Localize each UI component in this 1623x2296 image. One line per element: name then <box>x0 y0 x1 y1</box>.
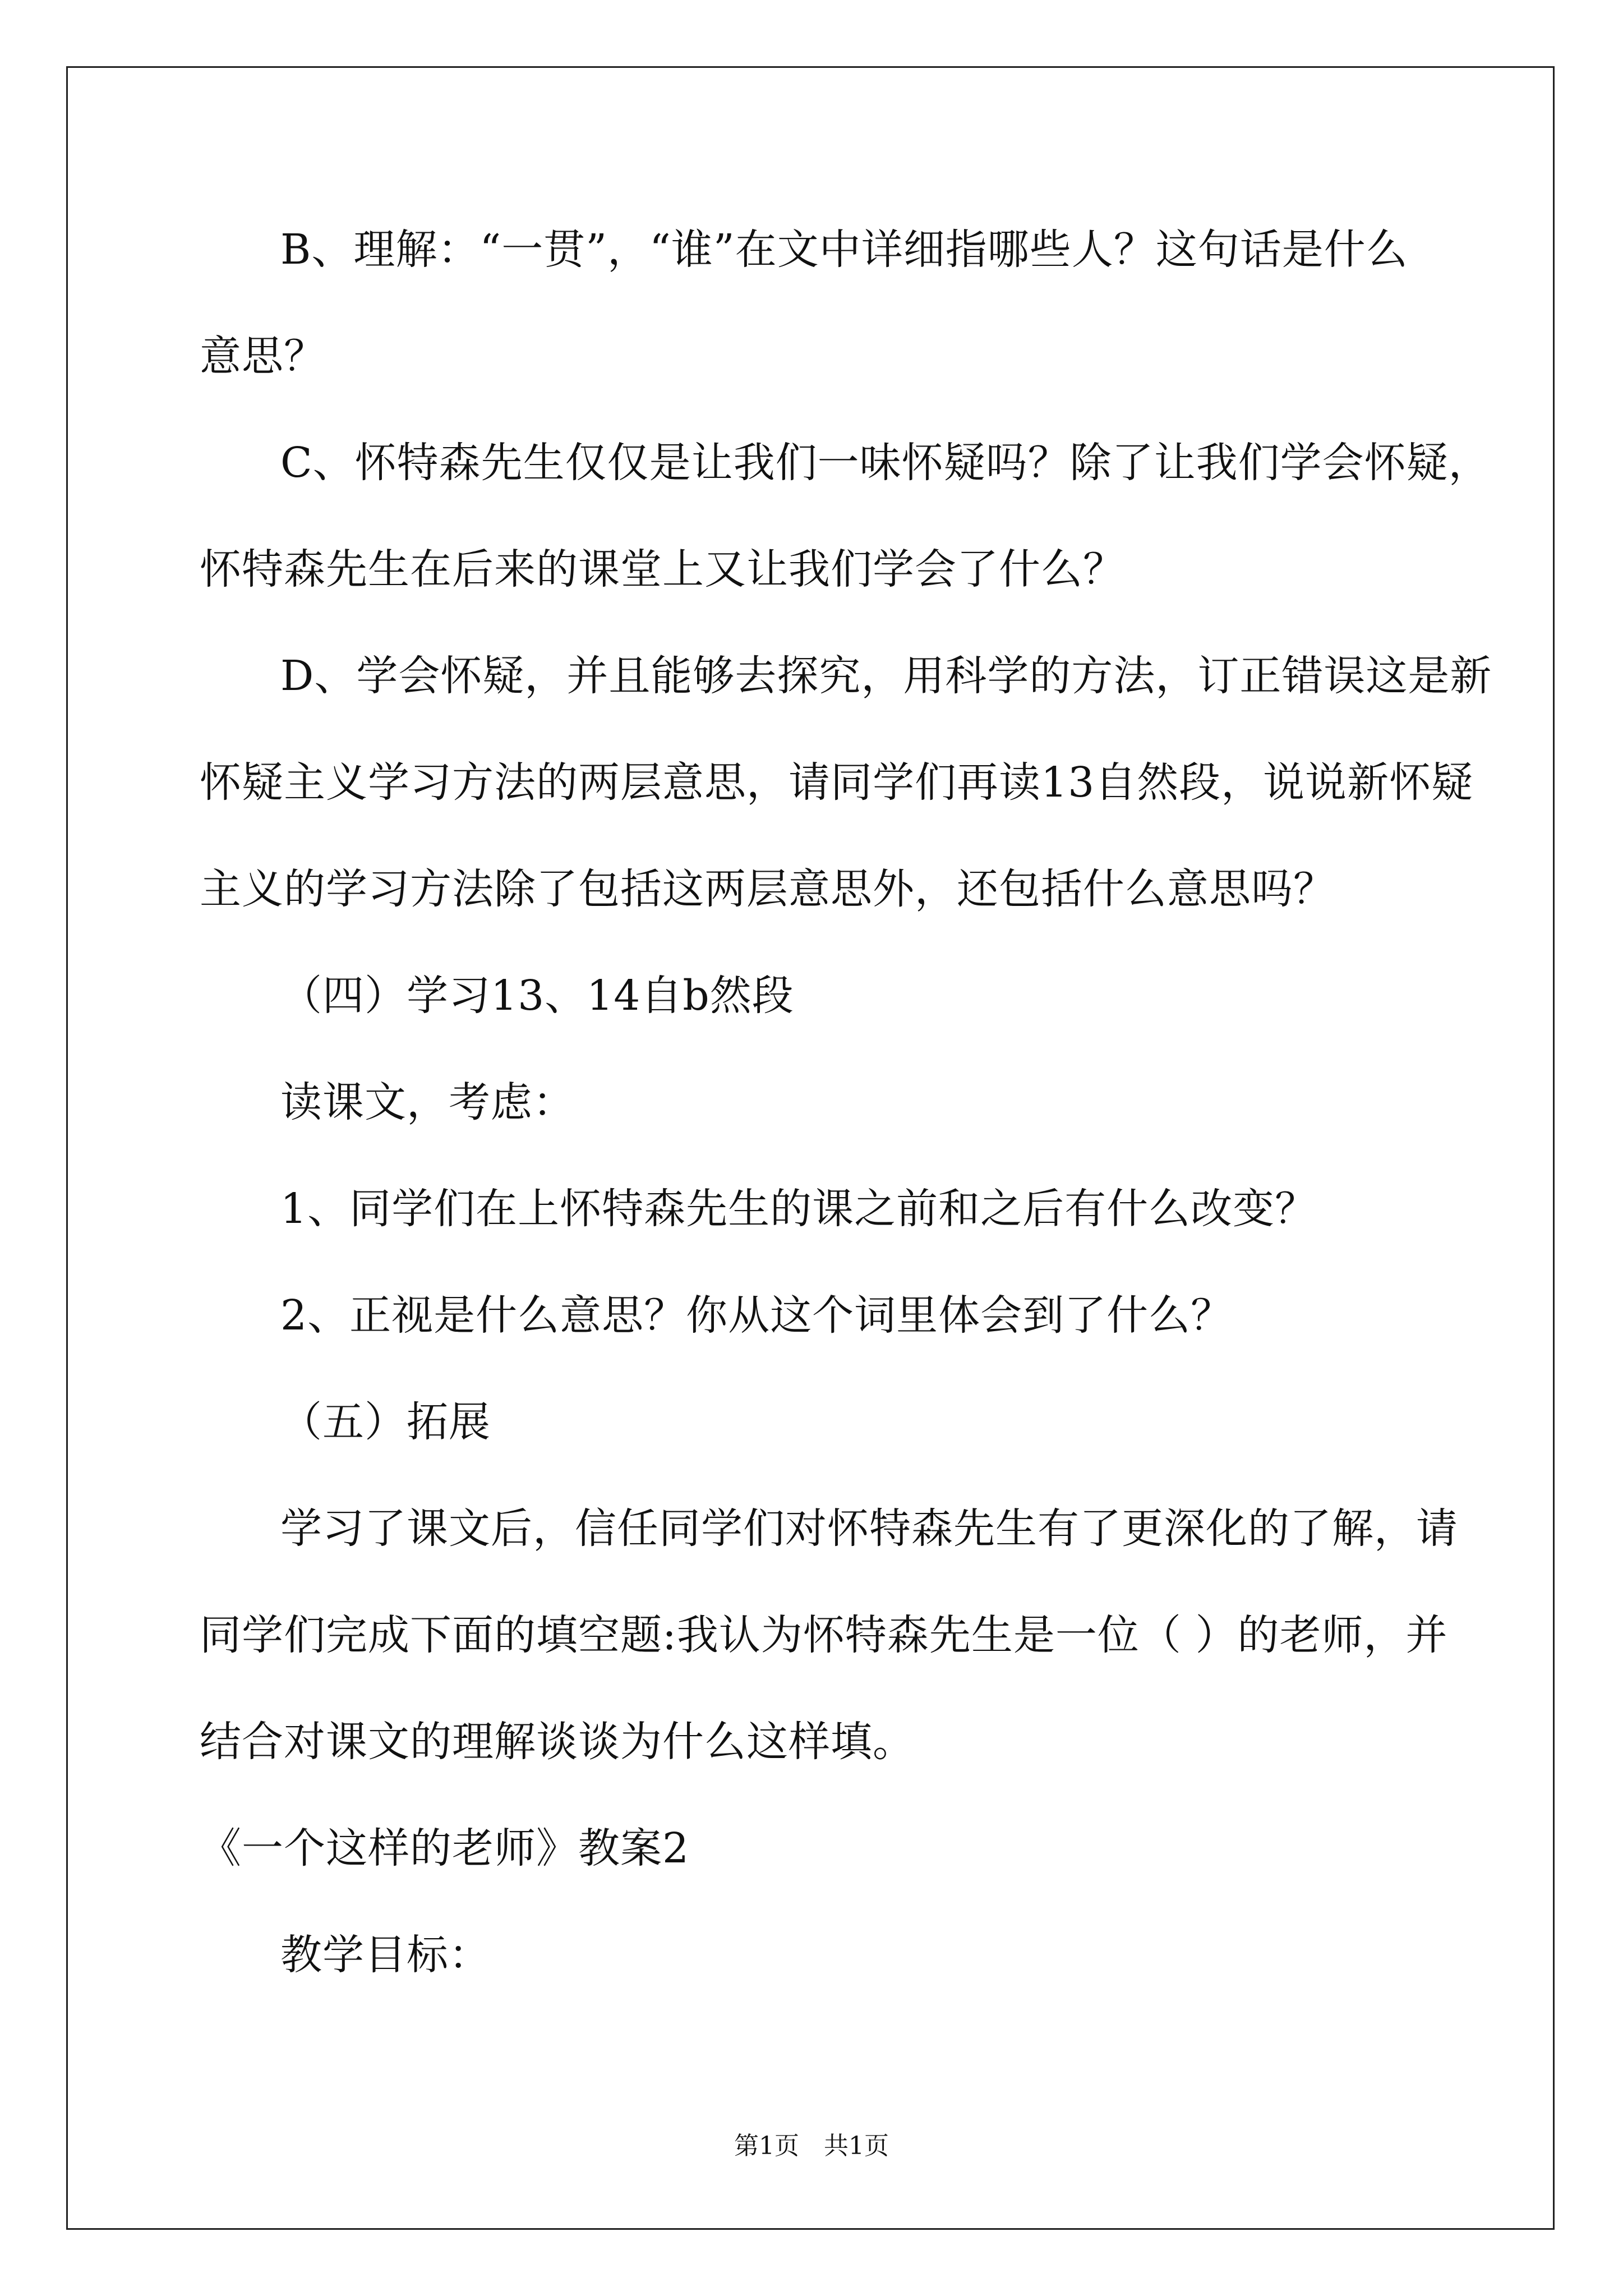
document-title: 《一个这样的老师》教案2 <box>200 1824 690 1872</box>
paragraph-line: 主义的学习方法除了包括这两层意思外，还包括什么意思吗？ <box>200 865 1335 913</box>
paragraph-line: C、怀特森先生仅仅是让我们一味怀疑吗？除了让我们学会怀疑， <box>280 439 1491 487</box>
paragraph-line: 同学们完成下面的填空题:我认为怀特森先生是一位（ ）的老师，并 <box>200 1611 1448 1659</box>
paragraph-line: B、理解：“一贯”，“谁”在文中详细指哪些人？这句话是什么 <box>280 226 1408 274</box>
section-heading: 教学目标： <box>280 1931 491 1979</box>
section-heading: （五）拓展 <box>280 1398 491 1446</box>
section-heading: （四）学习13、14自b然段 <box>280 972 794 1020</box>
list-item: 1、同学们在上怀特森先生的课之前和之后有什么改变？ <box>280 1185 1317 1233</box>
page-border <box>66 66 1555 2230</box>
page-number: 第1页 共1页 <box>734 2132 889 2160</box>
paragraph-line: 怀疑主义学习方法的两层意思，请同学们再读13自然段，说说新怀疑 <box>200 758 1474 807</box>
paragraph-line: 结合对课文的理解谈谈为什么这样填。 <box>200 1718 915 1766</box>
paragraph-line: D、学会怀疑，并且能够去探究，用科学的方法，订正错误这是新 <box>280 652 1492 700</box>
paragraph-line: 怀特森先生在后来的课堂上又让我们学会了什么？ <box>200 545 1125 593</box>
paragraph-line: 读课文，考虑： <box>280 1078 575 1126</box>
list-item: 2、正视是什么意思？你从这个词里体会到了什么？ <box>280 1291 1233 1340</box>
paragraph-line: 学习了课文后，信任同学们对怀特森先生有了更深化的了解，请 <box>280 1504 1458 1553</box>
paragraph-line: 意思？ <box>200 332 326 380</box>
